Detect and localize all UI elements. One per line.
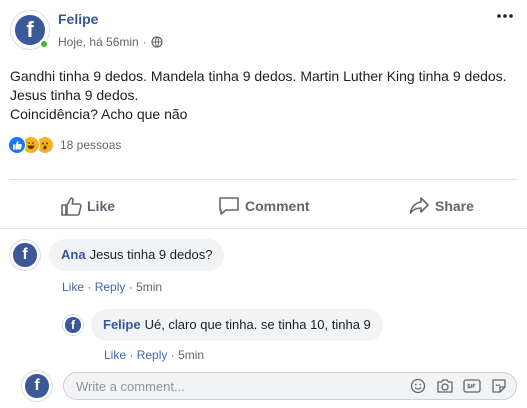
post-actions-bar — [0, 186, 527, 226]
share-icon — [408, 196, 430, 216]
like-button-label: Like — [87, 198, 116, 214]
thumbs-up-icon — [60, 196, 82, 216]
reaction-count[interactable]: 18 pessoas — [60, 138, 122, 152]
facebook-logo-icon: f — [65, 317, 81, 333]
comment-button[interactable] — [218, 186, 310, 226]
reply-reply-link[interactable]: Reply — [136, 348, 168, 362]
reply-avatar[interactable] — [62, 314, 84, 336]
like-reaction-icon — [8, 136, 26, 154]
comment-time[interactable]: 5min — [136, 280, 163, 294]
comment-reply-link[interactable]: Reply — [94, 280, 126, 294]
comment-button-label: Comment — [245, 198, 310, 214]
post-text-line: Coincidência? Acho que não — [10, 106, 188, 122]
comment-like-link[interactable]: Like — [62, 280, 85, 294]
facebook-logo-icon: f — [25, 374, 48, 397]
action-separator: · — [87, 280, 92, 294]
action-separator: · — [129, 348, 134, 362]
comment-text: Jesus tinha 9 dedos? — [89, 247, 213, 262]
divider — [10, 179, 517, 180]
comments-section — [0, 228, 527, 408]
post-timestamp[interactable]: Hoje, há 56min — [58, 35, 139, 49]
sticker-icon[interactable] — [490, 377, 508, 395]
reply-like-link[interactable]: Like — [104, 348, 127, 362]
commenter-avatar[interactable] — [9, 239, 41, 271]
facebook-logo-icon: f — [13, 243, 36, 266]
like-button[interactable] — [60, 186, 115, 226]
reply-actions — [104, 348, 204, 362]
author-name[interactable]: Felipe — [58, 11, 99, 27]
more-options-icon[interactable] — [495, 8, 515, 24]
emoji-icon[interactable] — [409, 377, 427, 395]
facebook-logo-icon: f — [15, 15, 45, 45]
camera-icon[interactable] — [436, 377, 454, 395]
reply-author[interactable]: Felipe — [103, 317, 141, 332]
meta-separator: · — [142, 35, 147, 49]
comment-bubble — [49, 239, 224, 271]
post-meta — [58, 35, 163, 49]
comment-icon — [218, 196, 240, 216]
action-separator: · — [128, 280, 133, 294]
comment-author[interactable]: Ana — [61, 247, 86, 262]
comment-actions — [62, 280, 162, 294]
gif-icon[interactable] — [463, 377, 481, 395]
share-button-label: Share — [435, 198, 474, 214]
post-text — [10, 67, 520, 124]
reactions-summary[interactable] — [8, 136, 121, 154]
comment-composer — [63, 372, 517, 400]
reply-bubble — [91, 309, 383, 341]
globe-icon[interactable] — [151, 36, 163, 48]
share-button[interactable] — [408, 186, 474, 226]
post-header — [0, 0, 527, 60]
online-status-icon — [39, 39, 49, 49]
composer-icons — [409, 377, 508, 395]
reply-text: Ué, claro que tinha. se tinha 10, tinha 9 — [144, 317, 371, 332]
current-user-avatar[interactable] — [21, 370, 53, 402]
action-separator: · — [170, 348, 175, 362]
comment-input[interactable] — [76, 373, 376, 399]
post-text-line: Jesus tinha 9 dedos. — [10, 87, 139, 103]
reply-time[interactable]: 5min — [178, 348, 205, 362]
post-text-line: Gandhi tinha 9 dedos. Mandela tinha 9 dedos. Martin Luther King tinha 9 dedos. — [10, 68, 507, 84]
